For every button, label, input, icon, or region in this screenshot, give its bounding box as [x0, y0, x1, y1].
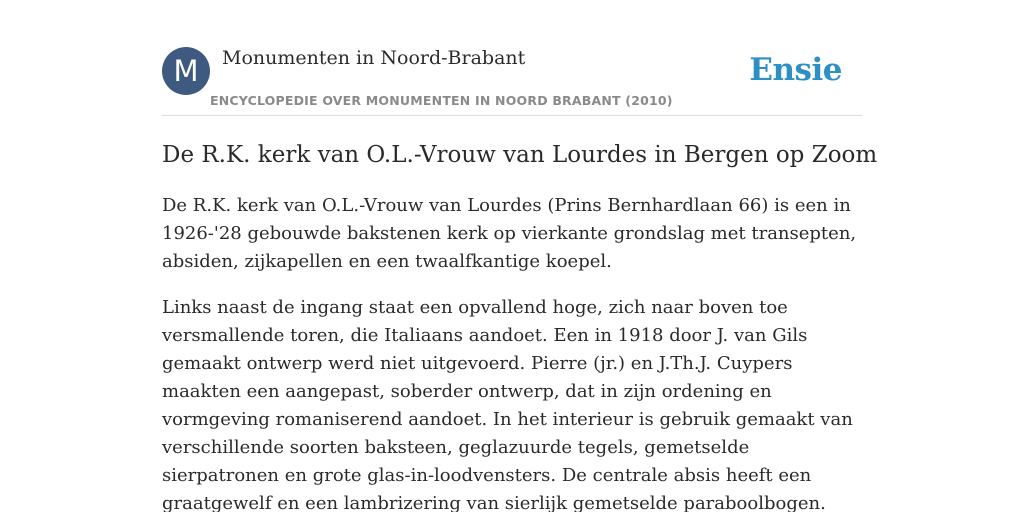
content-column	[162, 46, 878, 512]
source-header	[162, 46, 862, 116]
source-title-link[interactable]: Monumenten in Noord-Brabant	[222, 47, 526, 69]
article-paragraph-1: De R.K. kerk van O.L.-Vrouw van Lourdes (Prins Bernhardlaan 66) is een in 1926-'28 gebouwde bakstenen kerk op vierkante grondslag met transepten, absiden, zijkapellen en een twaalfkantige koepel.	[162, 195, 857, 272]
source-subtitle: ENCYCLOPEDIE OVER MONUMENTEN IN NOORD BRABANT (2010)	[210, 93, 673, 108]
article-paragraph-2: Links naast de ingang staat een opvallend hoge, zich naar boven toe versmallende toren, die Italiaans aandoet. Een in 1918 door J. van Gils gemaakt ontwerp werd niet uitgevoerd. Pierre (jr.) en J.Th.J. Cuypers maakten een aangepast, soberder ontwerp, dat in zijn ordening en vormgeving romaniserend aandoet. In het interieur is gebruik gemaakt van verschillende soorten baksteen, geglazuurde tegels, gemetselde sierpatronen en grote glas-in-loodvensters. De centrale absis heeft een graatgewelf en een lambrizering van sierlijk gemetselde paraboolbogen.	[162, 297, 853, 512]
ensie-logo[interactable]: Ensie	[749, 52, 842, 88]
source-avatar[interactable]: M	[162, 47, 210, 95]
article-title: De R.K. kerk van O.L.-Vrouw van Lourdes in Bergen op Zoom	[162, 142, 878, 168]
